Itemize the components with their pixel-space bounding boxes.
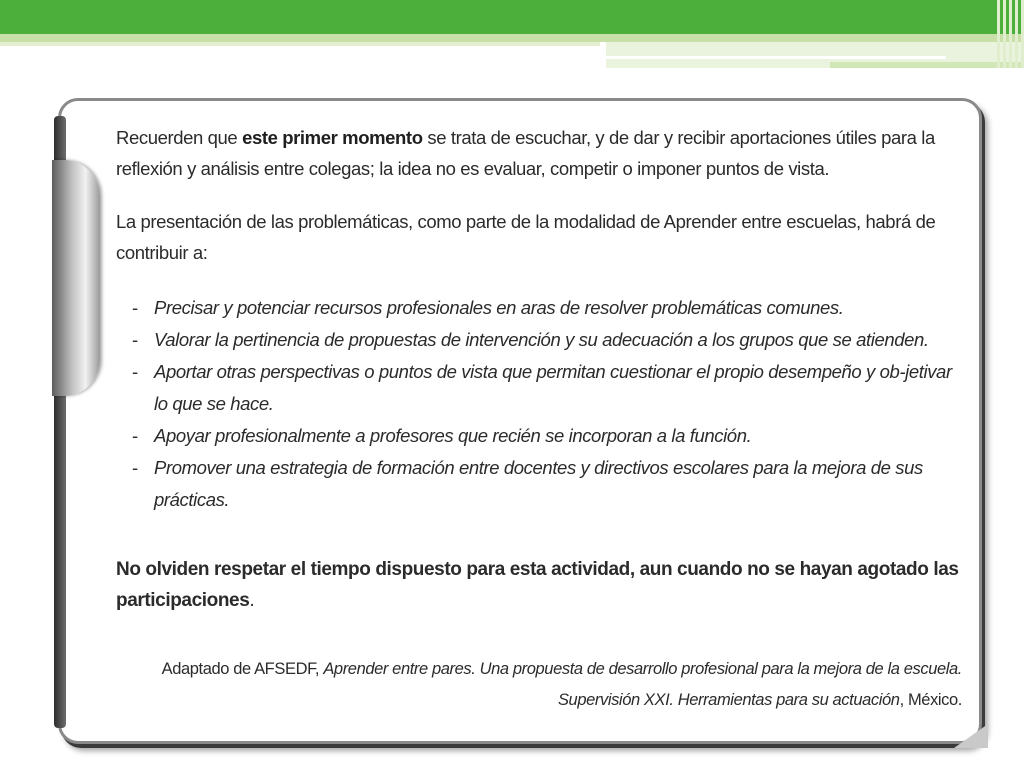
top-stripe [0,34,1024,42]
list-item-text: Promover una estrategia de formación entre docentes y directivos escolares para la mejora de sus prácticas. [154,457,923,510]
list-item [116,452,962,516]
top-stripe [606,56,946,59]
closing-reminder [116,554,962,616]
top-stripe [0,42,600,46]
bullet-dash: - [132,425,138,446]
intro-text-end: se trata de escuchar, y de dar y recibir aportaciones útiles para la reflexión y análisis entre colegas; la idea no es evaluar, competir o imponer puntos de vista. [116,127,935,179]
intro-emphasis: este primer momento [242,127,423,148]
citation-suffix: , México. [899,691,962,709]
decor-bar [1009,0,1012,68]
decor-bar [997,0,1000,68]
list-item [116,292,962,324]
intro-paragraph [116,122,962,184]
bullet-dash: - [132,329,138,350]
bullet-dash: - [132,457,138,478]
contribution-paragraph: La presentación de las problemáticas, como parte de la modalidad de Aprender entre escuelas, habrá de contribuir a: [116,211,936,263]
closing-text: No olviden respetar el tiempo dispuesto para esta actividad, aun cuando no se hayan agotado las participaciones [116,559,959,611]
source-citation [116,654,962,716]
citation-prefix: Adaptado de AFSEDF, [161,660,324,678]
list-item-text: Aportar otras perspectivas o puntos de vista que permitan cuestionar el propio desempeño y ob-jetivar lo que se hace. [154,361,952,414]
closing-period: . [249,590,255,611]
contribution-list [116,292,962,516]
right-decorative-bars [990,0,1024,68]
list-item [116,356,962,420]
list-item [116,420,962,452]
bullet-dash: - [132,297,138,318]
top-green-band [0,0,1024,34]
card-content [116,122,962,716]
decor-bar [1003,0,1006,68]
citation-title: Aprender entre pares. Una propuesta de desarrollo profesional para la mejora de la escuela. Supervisión XXI. Herramientas para su actuación [323,660,962,709]
list-item-text: Apoyar profesionalmente a profesores que recién se incorporan a la función. [154,425,752,446]
decor-bar [1015,0,1018,68]
list-item [116,324,962,356]
bullet-dash: - [132,361,138,382]
intro-text-start: Recuerden que [116,127,243,148]
card-corner-fold [954,724,988,748]
card-tab [52,160,100,396]
list-item-text: Precisar y potenciar recursos profesionales en aras de resolver problemáticas comunes. [154,297,844,318]
list-item-text: Valorar la pertinencia de propuestas de intervención y su adecuación a los grupos que se atienden. [154,329,929,350]
